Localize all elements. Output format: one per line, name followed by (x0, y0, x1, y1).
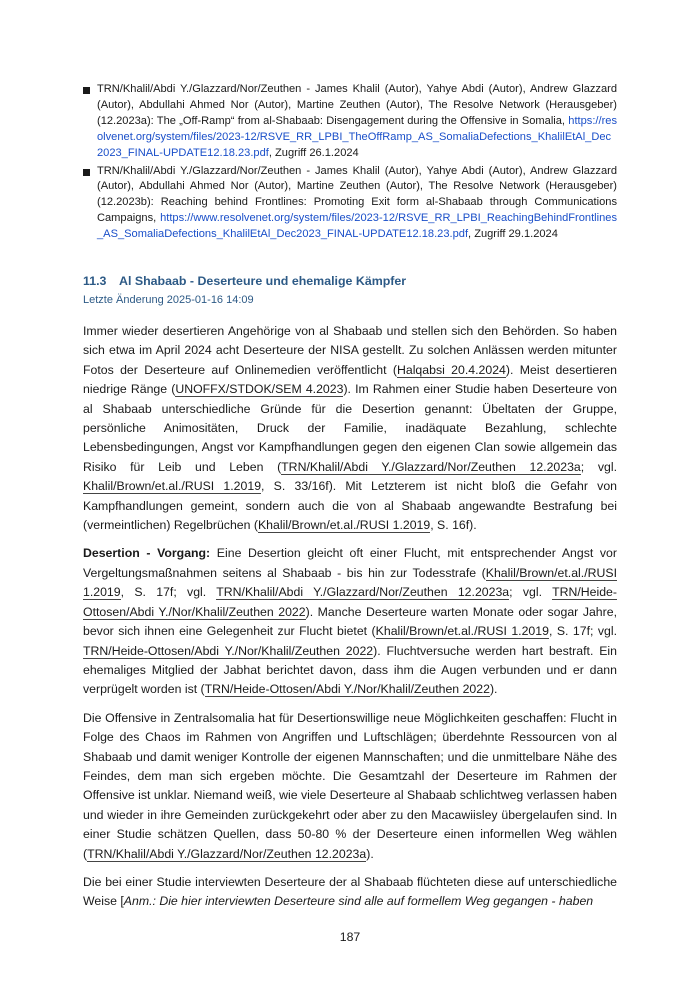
section-title: Al Shabaab - Deserteure und ehemalige Kämpfer (119, 274, 407, 288)
annotation-note: Anm.: Die hier interviewten Deserteure sind alle auf formellem Weg gegangen - haben (123, 894, 594, 909)
reference-link[interactable]: https://resolvenet.org/system/files/2023-12/RSVE_RR_LPBI_TheOffRamp_AS_SomaliaDefections_KhalilEtAl_Dec2023_FINAL-UPDATE12.18.23.pdf (97, 114, 617, 159)
citation-link[interactable]: Khalil/Brown/et.al./RUSI 1.2019 (83, 565, 617, 600)
reference-text: TRN/Khalil/Abdi Y./Glazzard/Nor/Zeuthen - James Khalil (Autor), Yahye Abdi (Autor), Andrew Glazzard (Autor), Abdullahi Ahmed Nor (Autor), Martine Zeuthen (Autor), The Resolve Network (Herausgeber) (12.2023b): Reaching behind Frontlines: Promoting Exit form al-Shabaab through Communications Campaigns, (97, 164, 617, 225)
citation-link[interactable]: TRN/Khalil/Abdi Y./Glazzard/Nor/Zeuthen 12.2023a (87, 846, 367, 861)
paragraph-offensive: Die Offensive in Zentralsomalia hat für Desertionswillige neue Möglichkeiten geschaffen: Flucht in Folge des Chaos im Rahmen von Angriffen und Luftschlägen; überdehnte Ressourcen von al Shabaab und damit weniger Kontrolle der eigenen Mannschaften; und die unmittelbare Nähe des Feindes, dem man sich ergeben möchte. Die Gesamtzahl der Deserteure im Rahmen der Offensive ist unklar. Niemand weiß, wie viele Deserteure al Shabaab schlichtweg verlassen haben und wieder in ihre Gemeinden zurückgekehrt oder aber zu den Macawiisley übergelaufen sind. In einer Studie schätzen Quellen, dass 50-80 % der Deserteure einen informellen Weg wählen (TRN/Khalil/Abdi Y./Glazzard/Nor/Zeuthen 12.2023a). (83, 710, 617, 861)
citation-link[interactable]: Khalil/Brown/et.al./RUSI 1.2019 (83, 479, 262, 494)
section-body (83, 322, 617, 921)
reference-list (83, 82, 617, 245)
citation-link[interactable]: Khalil/Brown/et.al./RUSI 1.2019 (257, 518, 431, 533)
citation-link[interactable]: Khalil/Brown/et.al./RUSI 1.2019 (375, 624, 549, 639)
reference-access-date: , Zugriff 26.1.2024 (268, 146, 359, 159)
paragraph-intro: Immer wieder desertieren Angehörige von al Shabaab und stellen sich den Behörden. So haben sich etwa im April 2024 acht Deserteure der NISA gestellt. Zu solchen Anlässen werden mitunter Fotos der Deserteure auf Onlinemedien veröffentlicht (Halqabsi 20.4.2024). Meist desertieren niedrige Ränge (UNOFFX/STDOK/SEM 4.2023). Im Rahmen einer Studie haben Deserteure von al Shabaab unterschiedliche Gründe für die Desertion genannt: Übeltaten der Gruppe, persönliche Animositäten, Druck der Familie, inadäquate Bezahlung, schlechte Lebensbedingungen, Angst vor Kampfhandlungen gegen den eigenen Clan sowie allgemein das Risiko für Leib und Leben (TRN/Khalil/Abdi Y./Glazzard/Nor/Zeuthen 12.2023a; vgl. Khalil/Brown/et.al./RUSI 1.2019, S. 33/16f). Mit Letzterem ist nicht bloß die Gefahr von Kampfhandlungen gemeint, sondern auch die von al Shabaab angewandte Bestrafung bei (vermeintlichen) Regelbrüchen (Khalil/Brown/et.al./RUSI 1.2019, S. 16f). (83, 324, 617, 533)
citation-link[interactable]: TRN/Heide-Ottosen/Abdi Y./Nor/Khalil/Zeuthen 2022 (204, 682, 490, 697)
page-number: 187 (339, 930, 361, 944)
section-number: 11.3 (83, 274, 107, 288)
last-changed-date: Letzte Änderung 2025-01-16 14:09 (83, 294, 254, 306)
citation-link[interactable]: Halqabsi 20.4.2024 (396, 362, 506, 377)
citation-link[interactable]: TRN/Heide-Ottosen/Abdi Y./Nor/Khalil/Zeuthen 2022 (83, 643, 374, 658)
reference-item (83, 82, 617, 162)
paragraph-study: Die bei einer Studie interviewten Deserteure der al Shabaab flüchteten diese auf unterschiedliche Weise [Anm.: Die hier interviewten Deserteure sind alle auf formellem Weg gegangen - haben (83, 874, 617, 909)
reference-text: TRN/Khalil/Abdi Y./Glazzard/Nor/Zeuthen - James Khalil (Autor), Yahye Abdi (Autor), Andrew Glazzard (Autor), Abdullahi Ahmed Nor (Autor), Martine Zeuthen (Autor), The Resolve Network (Herausgeber) (12.2023a): The „Off-Ramp“ from al-Shabaab: Disengagement during the Offensive in Somalia, (97, 83, 617, 127)
reference-item (83, 164, 617, 244)
reference-access-date: , Zugriff 29.1.2024 (468, 228, 558, 241)
section-heading (83, 274, 617, 288)
citation-link[interactable]: TRN/Khalil/Abdi Y./Glazzard/Nor/Zeuthen 12.2023a (281, 459, 581, 474)
citation-link[interactable]: UNOFFX/STDOK/SEM 4.2023 (175, 382, 344, 397)
paragraph-desertion-process: Desertion - Vorgang: Eine Desertion gleicht oft einer Flucht, mit entsprechender Angst vor Vergeltungsmaßnahmen seitens al Shabaab - bis hin zur Todesstrafe (Khalil/Brown/et.al./RUSI 1.2019, S. 17f; vgl. TRN/Khalil/Abdi Y./Glazzard/Nor/Zeuthen 12.2023a; vgl. TRN/Heide-Ottosen/Abdi Y./Nor/Khalil/Zeuthen 2022). Manche Deserteure warten Monate oder sogar Jahre, bevor sich ihnen eine Gelegenheit zur Flucht bietet (Khalil/Brown/et.al./RUSI 1.2019, S. 17f; vgl. TRN/Heide-Ottosen/Abdi Y./Nor/Khalil/Zeuthen 2022). Fluchtversuche werden hart bestraft. Ein ehemaliges Mitglied der Jabhat berichtet davon, dass ihm die Augen verbunden und er dann verprügelt worden ist (TRN/Heide-Ottosen/Abdi Y./Nor/Khalil/Zeuthen 2022). (83, 546, 618, 697)
reference-link[interactable]: https://www.resolvenet.org/system/files/2023-12/RSVE_RR_LPBI_ReachingBehindFrontlines_AS_SomaliaDefections_KhalilEtAl_Dec2023_FINAL-UPDATE12.18.23.pdf (97, 212, 617, 241)
square-bullet-icon (83, 169, 90, 176)
square-bullet-icon (83, 87, 90, 94)
paragraph-lead: Desertion - Vorgang: (83, 546, 211, 561)
citation-link[interactable]: TRN/Khalil/Abdi Y./Glazzard/Nor/Zeuthen 12.2023a (216, 585, 510, 600)
citation-link[interactable]: TRN/Heide-Ottosen/Abdi Y./Nor/Khalil/Zeuthen 2022 (83, 585, 617, 619)
